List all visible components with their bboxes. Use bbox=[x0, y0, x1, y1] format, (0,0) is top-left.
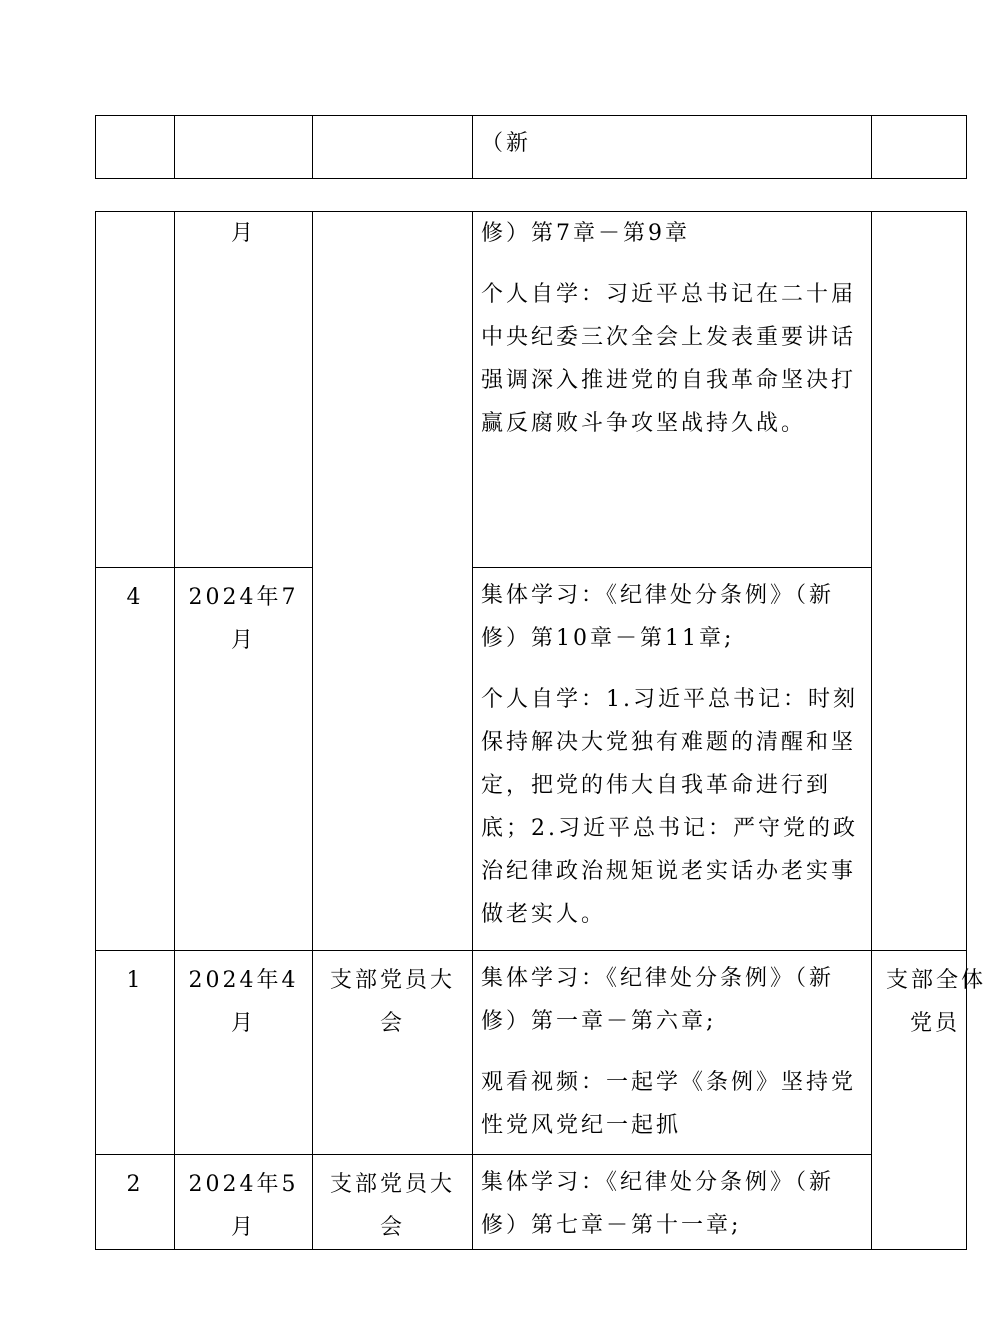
continuation-table-top bbox=[95, 115, 967, 179]
study-plan-table bbox=[95, 211, 986, 1250]
date-month: 月 bbox=[230, 628, 256, 653]
row-number: 2 bbox=[126, 1172, 144, 1197]
form-line: 支部党员大 bbox=[329, 1172, 455, 1197]
date-year: 2024年5 bbox=[188, 1172, 299, 1197]
date-text: 月 bbox=[230, 221, 256, 246]
content-paragraph: 修）第7章－第9章 bbox=[481, 221, 690, 246]
cell-content bbox=[473, 212, 872, 568]
cell-no bbox=[96, 1155, 175, 1250]
cell-date bbox=[175, 1155, 313, 1250]
content-paragraph: 个人自学：习近平总书记在二十届中央纪委三次全会上发表重要讲话强调深入推进党的自我革命坚决打赢反腐败斗争攻坚战持久战。 bbox=[481, 282, 857, 436]
cell-content bbox=[473, 1155, 872, 1250]
table-row bbox=[96, 1155, 967, 1250]
content-paragraph: 观看视频：一起学《条例》坚持党性党风党纪一起抓 bbox=[481, 1070, 857, 1138]
cell-content bbox=[473, 568, 872, 951]
cell-participants bbox=[872, 951, 986, 1250]
date-year: 2024年4 bbox=[188, 968, 299, 993]
cell-form bbox=[313, 1155, 473, 1250]
cell-form bbox=[313, 951, 473, 1155]
table-row bbox=[96, 951, 967, 1155]
form-line: 会 bbox=[379, 1215, 405, 1240]
cell-date bbox=[175, 568, 313, 951]
content-paragraph: 集体学习：《纪律处分条例》（新修）第七章－第十一章; bbox=[481, 1170, 835, 1238]
cell-date bbox=[175, 116, 313, 179]
form-line: 会 bbox=[379, 1011, 405, 1036]
cell-no bbox=[96, 212, 175, 568]
cell-no bbox=[96, 116, 175, 179]
content-paragraph: 集体学习：《纪律处分条例》（新修）第10章－第11章; bbox=[481, 583, 835, 651]
table-row bbox=[96, 568, 967, 951]
cell-form bbox=[313, 116, 473, 179]
cell-content bbox=[473, 951, 872, 1155]
date-month: 月 bbox=[230, 1011, 256, 1036]
cell-no bbox=[96, 568, 175, 951]
content-paragraph: 个人自学：1.习近平总书记：时刻保持解决大党独有难题的清醒和坚定，把党的伟大自我革命进行到底；2.习近平总书记：严守党的政治纪律政治规矩说老实话办老实事做老实人。 bbox=[481, 687, 858, 927]
cell-date bbox=[175, 212, 313, 568]
form-line: 支部党员大 bbox=[329, 968, 455, 993]
date-year: 2024年7 bbox=[188, 585, 299, 610]
participants-line: 党员 bbox=[910, 1011, 961, 1036]
cell-participants bbox=[872, 116, 967, 179]
row-number: 4 bbox=[126, 585, 144, 610]
date-month: 月 bbox=[230, 1215, 256, 1240]
cell-no bbox=[96, 951, 175, 1155]
row-number: 1 bbox=[126, 968, 144, 993]
participants-line: 支部全体 bbox=[886, 968, 986, 993]
content-text: （新 bbox=[481, 131, 532, 156]
cell-date bbox=[175, 951, 313, 1155]
cell-participants bbox=[872, 212, 967, 951]
cell-form bbox=[313, 212, 473, 951]
table-row bbox=[96, 212, 967, 568]
cell-content bbox=[473, 116, 872, 179]
content-paragraph: 集体学习：《纪律处分条例》（新修）第一章－第六章; bbox=[481, 966, 835, 1034]
table-row bbox=[96, 116, 967, 179]
